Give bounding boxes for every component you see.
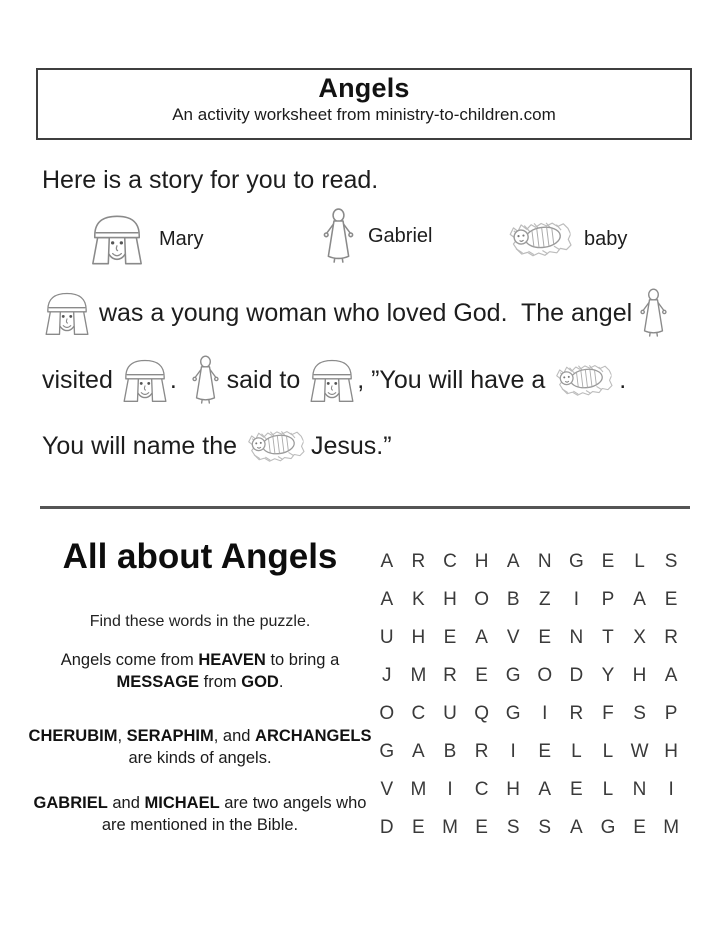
puzzle-word-paragraph [28, 650, 372, 694]
mary-icon [307, 357, 357, 404]
puzzle-letter: E [538, 627, 552, 648]
story-text-segment: Jesus.” [303, 431, 392, 460]
mary-icon [88, 212, 146, 267]
puzzle-letter: G [600, 817, 616, 838]
puzzle-letter: G [568, 551, 584, 572]
puzzle-letter: H [664, 741, 678, 762]
puzzle-word: MESSAGE [116, 672, 200, 691]
puzzle-word: CHERUBIM [28, 727, 118, 745]
puzzle-letter: U [379, 627, 394, 648]
puzzle-letter: W [630, 741, 649, 762]
puzzle-section-title: All about Angels [62, 537, 338, 576]
puzzle-word: GOD [241, 672, 279, 691]
puzzle-letter: I [447, 779, 453, 800]
puzzle-letter: M [663, 817, 680, 838]
paragraph-text: , [117, 727, 127, 745]
worksheet-subtitle: An activity worksheet from ministry-to-children.com [172, 105, 556, 124]
puzzle-letter: E [412, 817, 425, 838]
puzzle-letter: G [505, 665, 521, 686]
puzzle-letter: I [542, 703, 548, 724]
story-text-segment: said to [219, 365, 308, 394]
puzzle-letter: Y [601, 665, 615, 686]
puzzle-letter: A [475, 627, 488, 648]
story-line [42, 288, 668, 338]
puzzle-letter: R [569, 703, 584, 724]
icon-key-row [0, 208, 728, 272]
worksheet-header [36, 68, 692, 140]
puzzle-letter: N [537, 551, 552, 572]
puzzle-letter: Z [538, 589, 551, 610]
puzzle-letter: M [410, 779, 427, 800]
story-line [42, 355, 626, 405]
puzzle-clues-column [28, 537, 372, 867]
worksheet-title: Angels [318, 73, 410, 103]
puzzle-letter: L [602, 741, 614, 762]
story-intro: Here is a story for you to read. [42, 166, 379, 194]
puzzle-letter: A [570, 817, 583, 838]
puzzle-letter: X [633, 627, 646, 648]
puzzle-letter: O [379, 703, 395, 724]
puzzle-letter: O [474, 589, 489, 610]
puzzle-letter: A [633, 589, 646, 610]
story-text-segment: . [612, 365, 627, 394]
puzzle-letter: A [380, 551, 394, 572]
story-line [42, 425, 392, 467]
puzzle-letter: P [601, 589, 615, 610]
puzzle-letter: A [506, 551, 520, 572]
puzzle-letter: B [506, 589, 520, 610]
story-text-segment: visited [42, 365, 120, 394]
paragraph-text: Angels come from [60, 651, 199, 669]
puzzle-letter: H [506, 779, 521, 800]
puzzle-letter: S [633, 703, 646, 724]
paragraph-text: . [278, 672, 284, 691]
puzzle-letter: E [475, 665, 488, 686]
puzzle-letter: R [411, 551, 426, 572]
gabriel-icon [322, 208, 355, 264]
puzzle-letter: O [537, 665, 553, 686]
puzzle-letter: I [573, 589, 579, 610]
puzzle-letter: I [510, 741, 516, 762]
puzzle-letter: D [569, 665, 584, 686]
puzzle-letter: V [380, 779, 394, 800]
puzzle-letter: E [601, 551, 615, 572]
puzzle-word: GABRIEL [33, 794, 108, 812]
puzzle-letter: S [506, 817, 520, 838]
story-text-segment: . [169, 365, 191, 394]
puzzle-letter: E [538, 741, 552, 762]
icon-key-item-baby [505, 216, 627, 262]
puzzle-letter: E [443, 627, 457, 648]
puzzle-letter: L [634, 551, 645, 572]
story-text-segment: , ”You will have a [357, 365, 553, 394]
story-text-segment: You will name the [42, 431, 244, 460]
section-divider [40, 506, 690, 509]
puzzle-letter: N [632, 779, 647, 800]
puzzle-word: ARCHANGELS [255, 727, 372, 745]
puzzle-letter: C [443, 551, 457, 572]
puzzle-letter: R [443, 665, 457, 686]
puzzle-letter: A [664, 665, 678, 686]
icon-key-item-gabriel [322, 208, 432, 264]
puzzle-letter: C [474, 779, 489, 800]
puzzle-letter: A [412, 741, 425, 762]
puzzle-letter: R [474, 741, 489, 762]
puzzle-letter: E [633, 817, 646, 838]
mary-icon [42, 290, 92, 337]
puzzle-letter: Q [474, 703, 489, 724]
puzzle-letter: J [382, 665, 392, 686]
puzzle-letter: H [474, 551, 489, 572]
puzzle-letter: U [443, 703, 457, 724]
puzzle-letter: S [664, 551, 678, 572]
puzzle-letter: B [443, 741, 457, 762]
puzzle-word: MICHAEL [144, 794, 220, 812]
puzzle-word-paragraph [28, 726, 372, 770]
paragraph-text: are kinds of angels. [128, 748, 272, 767]
gabriel-icon [639, 288, 668, 338]
puzzle-letter: M [442, 817, 458, 838]
puzzle-word: SERAPHIM [126, 727, 214, 745]
puzzle-letter: T [602, 627, 614, 648]
puzzle-letter: G [379, 741, 395, 762]
paragraph-text: to bring a [265, 651, 340, 669]
icon-key-label: baby [584, 227, 628, 250]
icon-key-label: Gabriel [368, 224, 433, 247]
puzzle-letter: S [538, 817, 552, 838]
baby-in-manger-icon [550, 356, 615, 405]
puzzle-letter: F [602, 703, 614, 724]
puzzle-letter: E [570, 779, 583, 800]
paragraph-text: , and [213, 727, 256, 745]
puzzle-letter: L [571, 741, 582, 762]
puzzle-letter: D [379, 817, 394, 838]
puzzle-letter: H [632, 665, 647, 686]
puzzle-letter: R [664, 627, 678, 648]
puzzle-letter: E [664, 589, 678, 610]
icon-key-label: Mary [159, 228, 204, 250]
baby-in-manger-icon [502, 212, 573, 266]
puzzle-letter: P [664, 703, 678, 724]
puzzle-word: HEAVEN [198, 651, 266, 669]
baby-in-manger-icon [242, 422, 307, 471]
paragraph-text: from [199, 672, 242, 691]
puzzle-letter: C [411, 703, 426, 724]
word-search-grid [371, 543, 687, 847]
icon-key-item-mary [88, 212, 203, 267]
puzzle-letter: G [505, 703, 521, 724]
puzzle-letter: H [411, 627, 426, 648]
puzzle-letter: L [602, 779, 614, 800]
puzzle-instruction: Find these words in the puzzle. [89, 613, 311, 630]
gabriel-icon [191, 355, 220, 405]
puzzle-letter: A [380, 589, 394, 610]
mary-icon [120, 357, 170, 404]
puzzle-letter: I [668, 779, 674, 800]
puzzle-letter: N [569, 627, 584, 648]
puzzle-letter: A [538, 779, 552, 800]
puzzle-letter: H [443, 589, 457, 610]
puzzle-letter: V [506, 627, 520, 648]
paragraph-text: are two angels who are mentioned in the Bible. [101, 794, 367, 834]
puzzle-letter: E [475, 817, 488, 838]
puzzle-word-paragraph [28, 793, 372, 837]
paragraph-text: and [107, 794, 145, 812]
puzzle-letter: M [410, 665, 427, 686]
puzzle-letter: K [412, 589, 425, 610]
story-text-segment: was a young woman who loved God. The angel [92, 298, 640, 327]
